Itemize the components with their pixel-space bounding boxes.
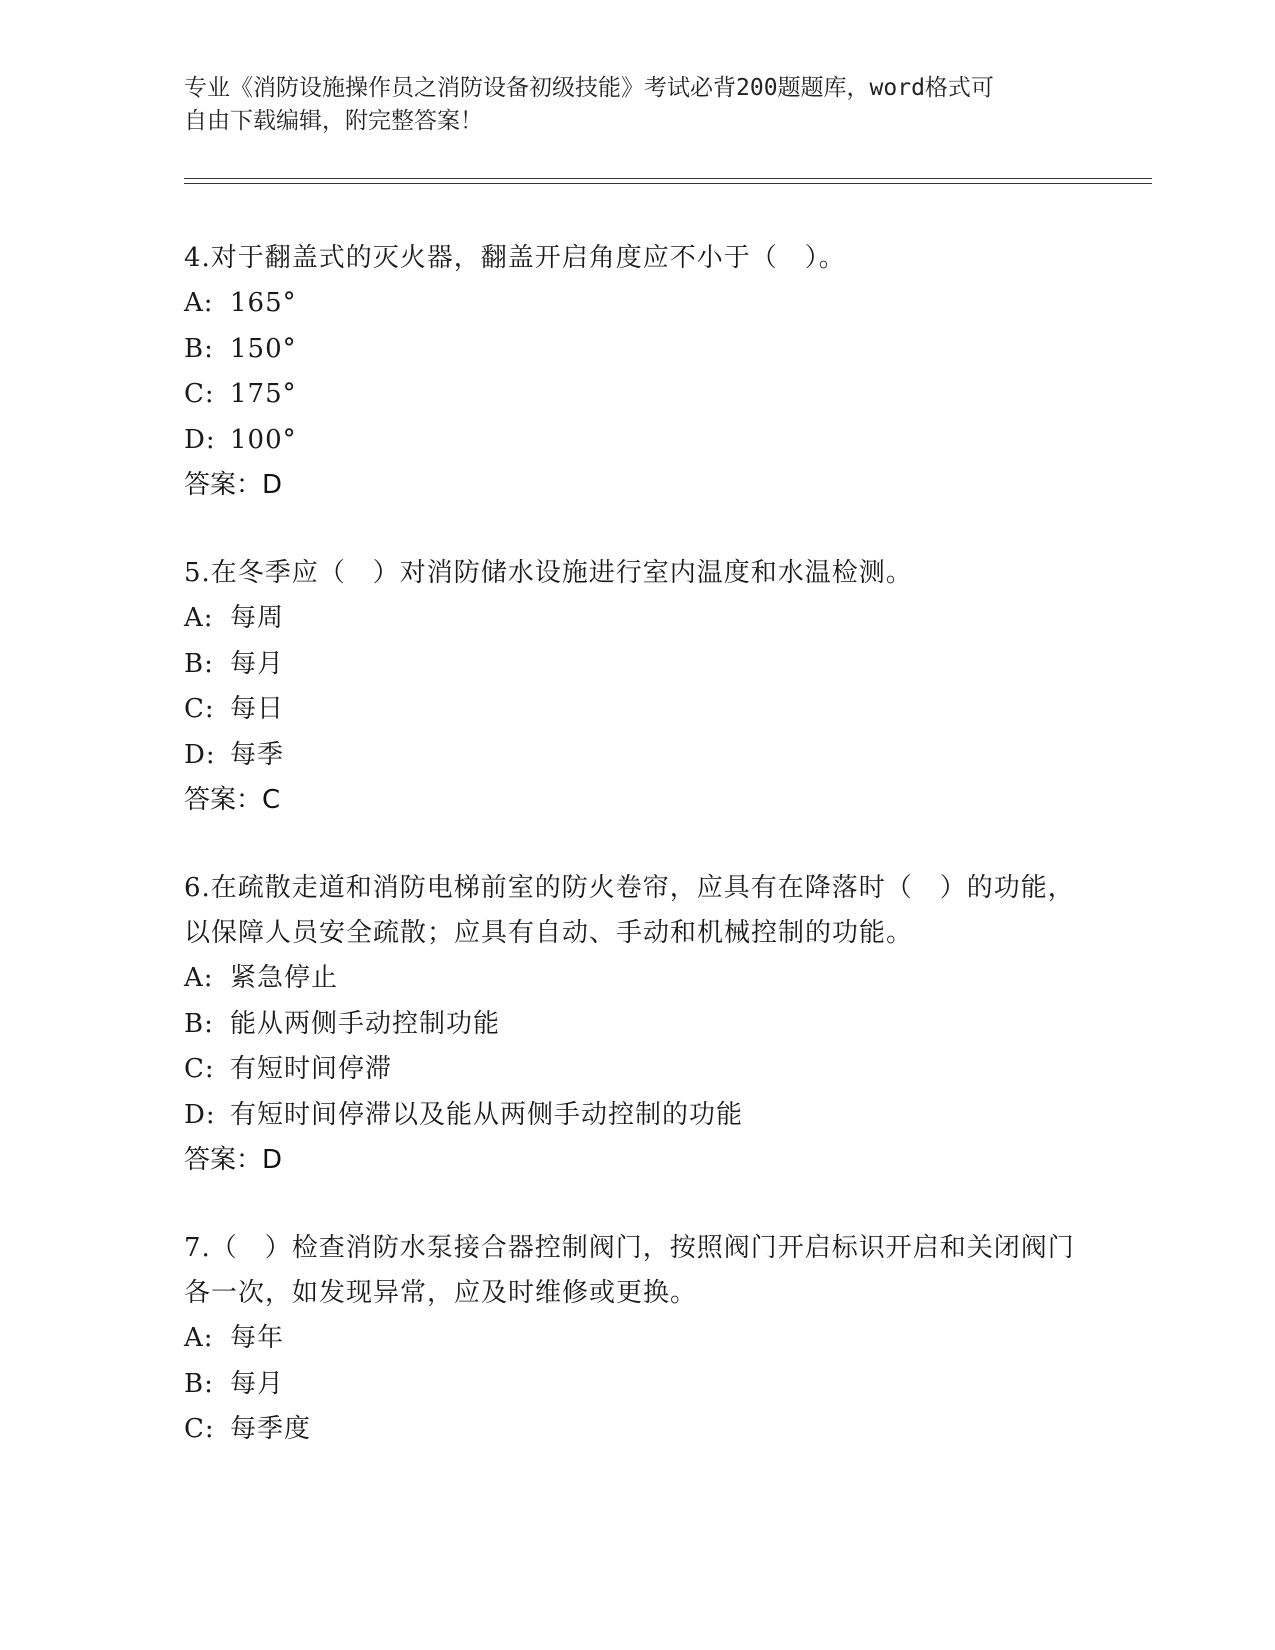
answer-line: 答案：D bbox=[184, 470, 283, 500]
option-key: B: bbox=[184, 1008, 214, 1039]
option-key: A: bbox=[184, 1323, 214, 1353]
question-stem: 6.在疏散走道和消防电梯前室的防火卷帘，应具有在降落时（ ）的功能，以保障人员安全疏散；应具有自动、手动和机械控制的功能。 bbox=[184, 873, 1075, 948]
header-divider-bottom bbox=[184, 183, 1152, 184]
option-text: 每日 bbox=[230, 694, 285, 724]
question-stem: 7.（ ）检查消防水泵接合器控制阀门，按照阀门开启标识开启和关闭阀门各一次，如发现异常，应及时维修或更换。 bbox=[184, 1233, 1075, 1308]
header-line-1: 专业《消防设施操作员之消防设备初级技能》考试必背200题题库，word格式可 bbox=[184, 75, 994, 101]
option-text: 能从两侧手动控制功能 bbox=[230, 1008, 501, 1039]
option-text: 每月 bbox=[230, 1368, 285, 1399]
answer-line: 答案：D bbox=[184, 1145, 283, 1175]
question-stem: 5.在冬季应（ ）对消防储水设施进行室内温度和水温检测。 bbox=[184, 558, 913, 588]
option-text: 175° bbox=[230, 379, 297, 409]
option-key: B: bbox=[184, 648, 214, 679]
option-key: A: bbox=[184, 603, 214, 633]
option-text: 165° bbox=[230, 288, 297, 318]
option-text: 每季 bbox=[230, 739, 285, 770]
option-a bbox=[184, 956, 1084, 1002]
option-key: D: bbox=[184, 1099, 216, 1130]
option-a bbox=[184, 281, 1084, 327]
option-key: C: bbox=[184, 1414, 215, 1444]
option-key: A: bbox=[184, 963, 214, 993]
question-5 bbox=[184, 551, 1084, 822]
option-d bbox=[184, 733, 1084, 779]
option-text: 150° bbox=[230, 333, 297, 364]
option-b bbox=[184, 642, 1084, 688]
option-a bbox=[184, 596, 1084, 642]
question-list bbox=[184, 236, 1084, 1497]
option-text: 100° bbox=[230, 424, 297, 455]
option-key: C: bbox=[184, 1054, 215, 1084]
option-b bbox=[184, 327, 1084, 373]
option-text: 有短时间停滞以及能从两侧手动控制的功能 bbox=[230, 1099, 744, 1130]
option-c bbox=[184, 372, 1084, 418]
option-text: 每季度 bbox=[230, 1414, 312, 1444]
question-7 bbox=[184, 1226, 1084, 1453]
question-stem: 4.对于翻盖式的灭火器，翻盖开启角度应不小于（ ）。 bbox=[184, 243, 846, 273]
option-d bbox=[184, 1093, 1084, 1139]
header-divider-top bbox=[184, 178, 1152, 179]
option-text: 紧急停止 bbox=[230, 963, 339, 993]
option-c bbox=[184, 1047, 1084, 1093]
option-text: 每年 bbox=[230, 1323, 285, 1353]
option-key: D: bbox=[184, 739, 216, 770]
question-6 bbox=[184, 866, 1084, 1182]
option-c bbox=[184, 687, 1084, 733]
option-b bbox=[184, 1362, 1084, 1408]
header-line-2: 自由下载编辑，附完整答案！ bbox=[184, 108, 483, 134]
option-key: C: bbox=[184, 694, 215, 724]
document-header bbox=[184, 72, 1064, 138]
option-text: 每周 bbox=[230, 603, 285, 633]
option-key: C: bbox=[184, 379, 215, 409]
option-a bbox=[184, 1316, 1084, 1362]
option-d bbox=[184, 418, 1084, 464]
option-key: A: bbox=[184, 288, 214, 318]
answer-line: 答案：C bbox=[184, 785, 281, 815]
option-b bbox=[184, 1002, 1084, 1048]
option-key: B: bbox=[184, 333, 214, 364]
question-4 bbox=[184, 236, 1084, 507]
option-key: D: bbox=[184, 424, 216, 455]
option-c bbox=[184, 1407, 1084, 1453]
option-key: B: bbox=[184, 1368, 214, 1399]
option-text: 有短时间停滞 bbox=[230, 1054, 393, 1084]
option-text: 每月 bbox=[230, 648, 285, 679]
